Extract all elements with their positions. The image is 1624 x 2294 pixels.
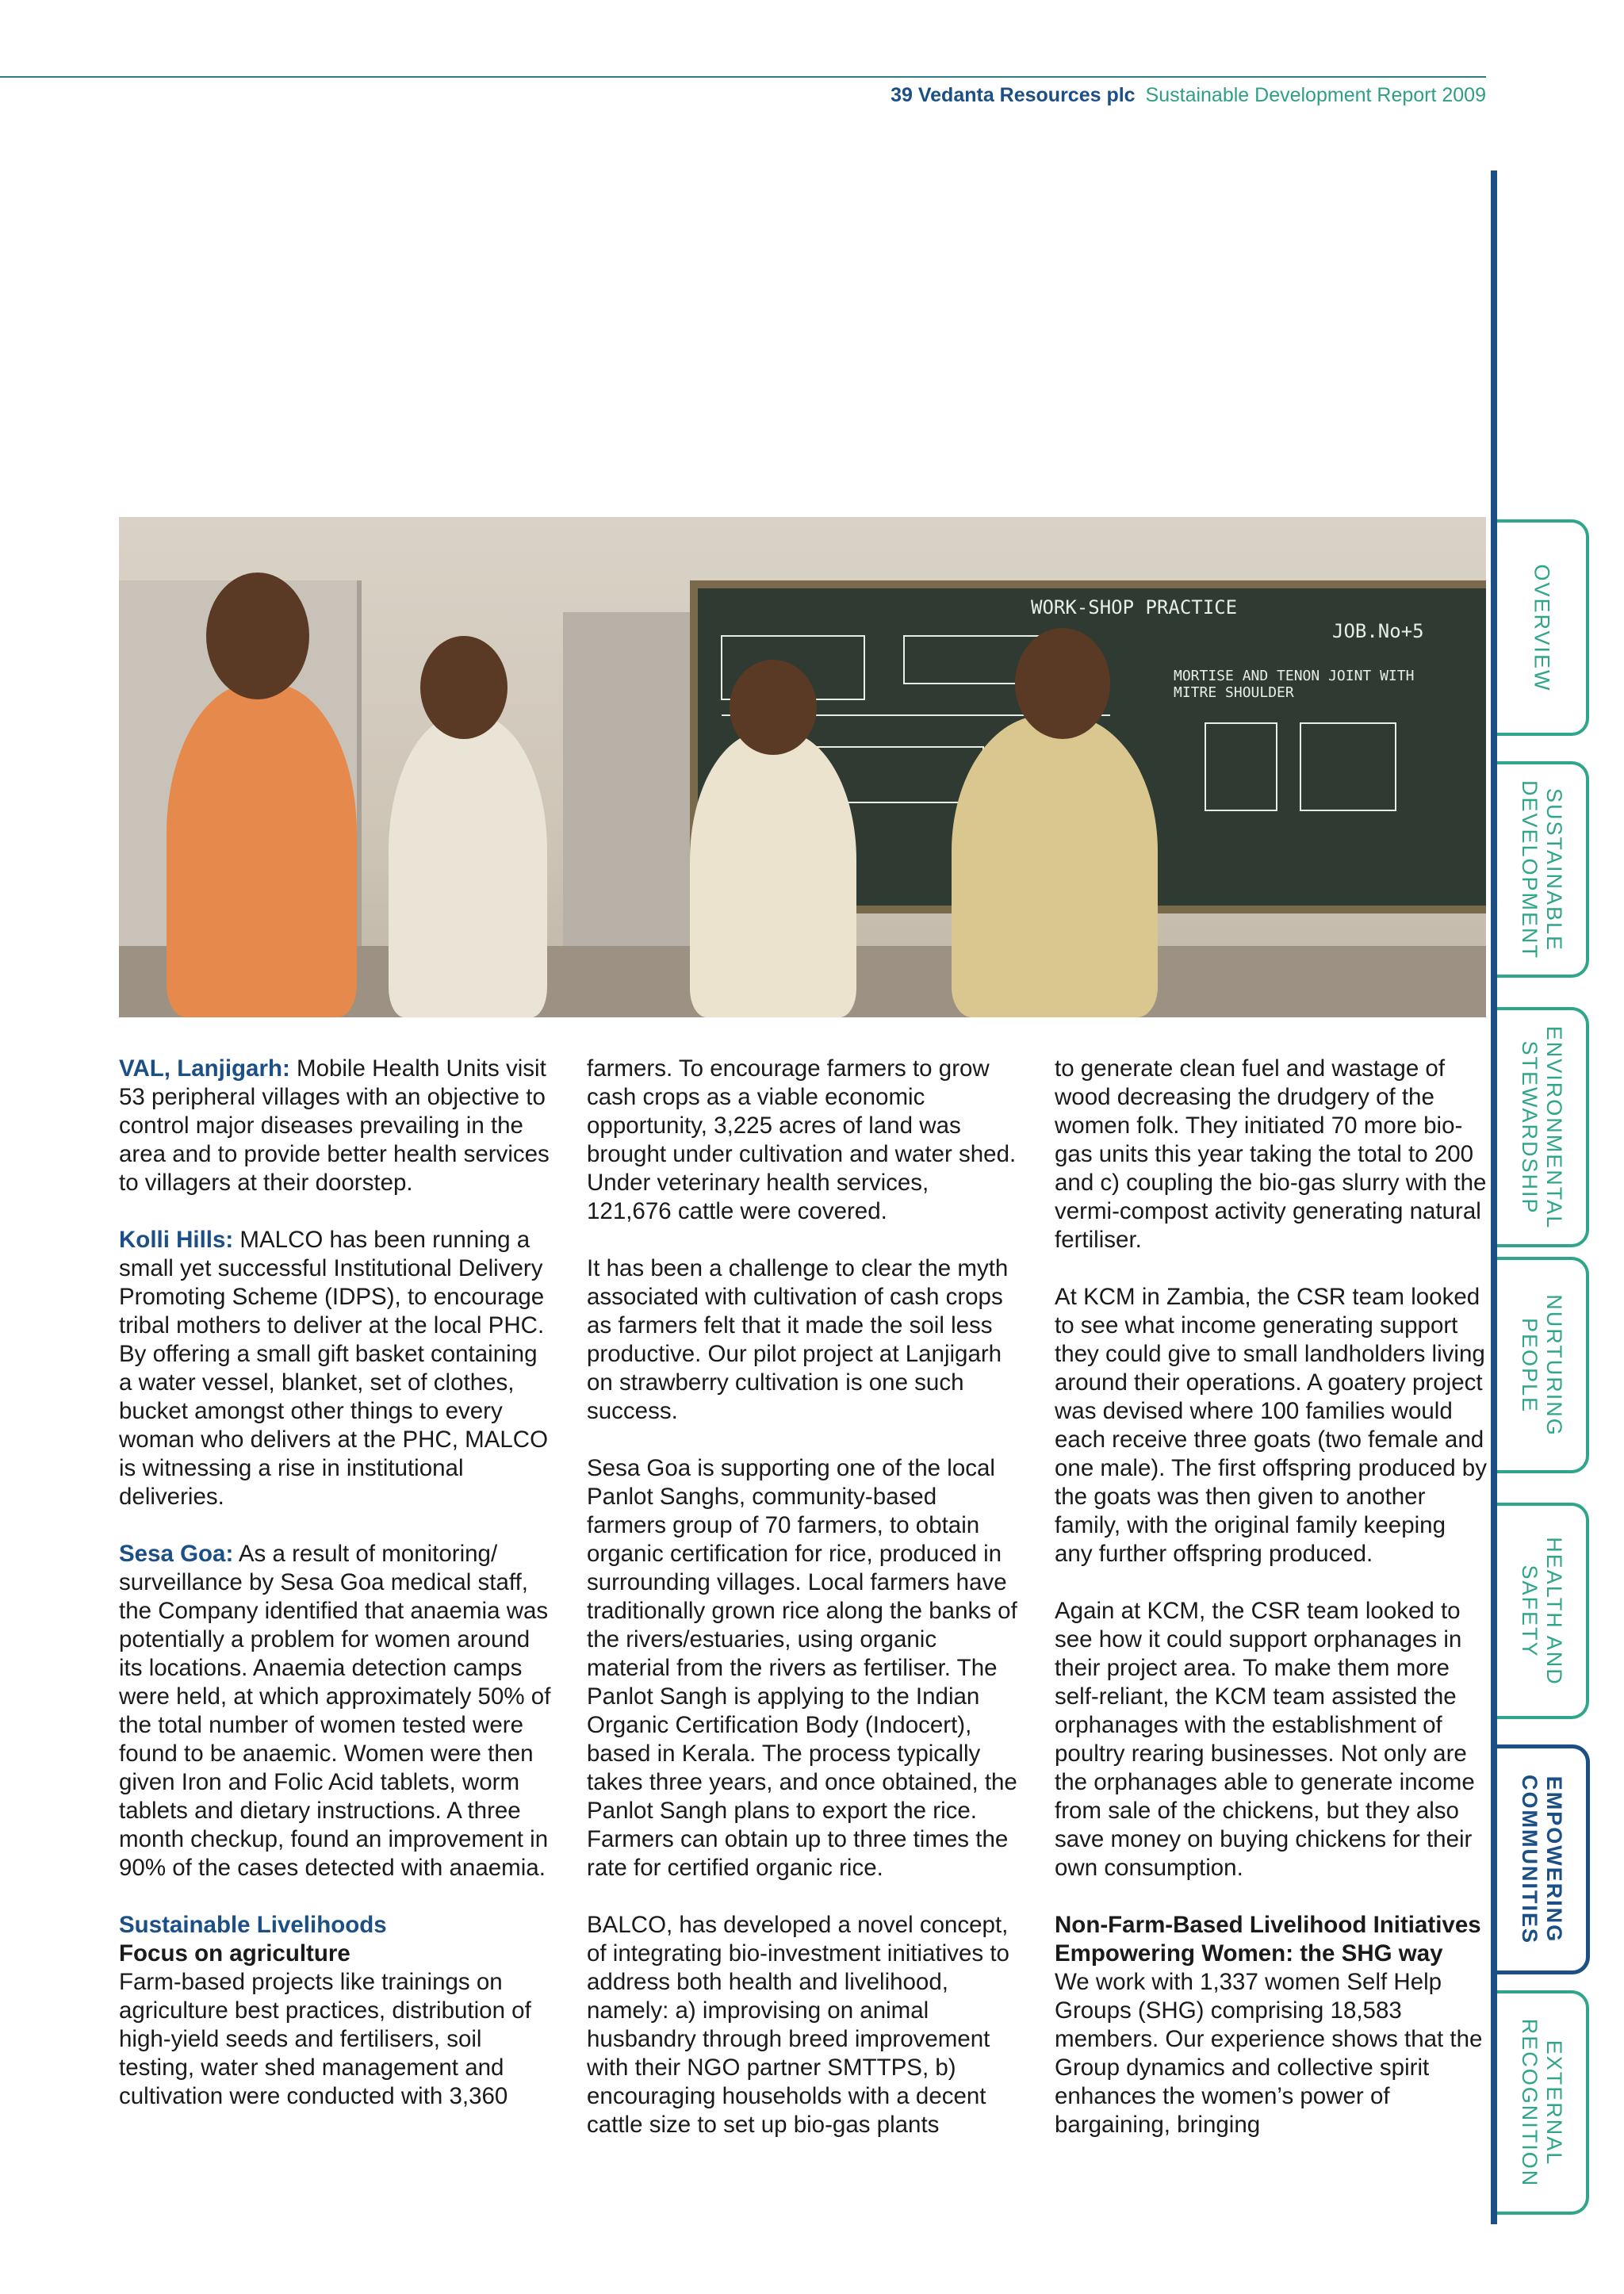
tab-health-and-safety[interactable]: [1497, 1503, 1589, 1719]
workshop-photo: [119, 517, 1486, 1017]
paragraph-lead: Kolli Hills:: [119, 1227, 234, 1253]
tab-overview[interactable]: [1497, 519, 1589, 736]
section-heading: Sustainable Livelihoods: [119, 1912, 387, 1938]
paragraph-text: We work with 1,337 women Self Help Groups (SHG) comprising 18,583 members. Our experience shows that the Group dynamics and collective spirit enhances the women’s power of bargaining, bringing: [1055, 1969, 1483, 2138]
paragraph-lead: VAL, Lanjigarh:: [119, 1055, 290, 1082]
paragraph: [119, 1911, 551, 2111]
tab-label: SUSTAINABLE DEVELOPMENT: [1518, 779, 1566, 959]
text-column-2: [587, 1055, 1019, 2168]
tab-label: EXTERNAL RECOGNITION: [1518, 2018, 1566, 2187]
person-striped-shirt: [952, 715, 1158, 1017]
person-white-shirt: [389, 715, 547, 1017]
tab-external-recognition[interactable]: [1497, 1990, 1589, 2215]
tab-label: OVERVIEW: [1530, 563, 1554, 692]
subsection-heading: Non-Farm-Based Livelihood Initiatives: [1055, 1912, 1481, 1938]
tab-nurturing-people[interactable]: [1497, 1257, 1589, 1473]
text-column-3: [1055, 1055, 1487, 2168]
paragraph: [119, 1226, 551, 1511]
paragraph: It has been a challenge to clear the myth associated with cultivation of cash crops as farmers felt that it made the soil less productive. Our pilot project at Lanjigarh on strawberry cultivation is one such success.: [587, 1255, 1009, 1424]
tab-label: EMPOWERING COMMUNITIES: [1518, 1775, 1566, 1944]
person-head: [730, 660, 817, 755]
board-joint: MORTISE AND TENON JOINT WITH MITRE SHOULDER: [1174, 668, 1415, 701]
person-head: [420, 636, 508, 739]
report-title: Sustainable Development Report 2009: [1145, 84, 1486, 106]
company-name: Vedanta Resources plc: [917, 84, 1136, 106]
paragraph-text: As a result of monitoring/ surveillance by Sesa Goa medical staff, the Company identified that anaemia was potentially a problem for women around its locations. Anaemia detection camps were held, at which approximately 50% of the total number of women tested were found to be anaemic. Women were then given Iron and Folic Acid tablets, worm tablets and dietary instructions. A three month checkup, found an improvement in 90% of the cases detected with anaemia.: [119, 1541, 551, 1881]
paragraph: farmers. To encourage farmers to grow cash crops as a viable economic opportunity, 3,225 acres of land was brought under cultivation and water shed. Under veterinary health services, 121,676 cattle were covered.: [587, 1055, 1017, 1224]
page-number: 39: [891, 84, 913, 106]
tab-label: HEALTH AND SAFETY: [1518, 1536, 1566, 1686]
tab-environmental-stewardship[interactable]: [1497, 1007, 1589, 1247]
paragraph: BALCO, has developed a novel concept, of integrating bio-investment initiatives to address both health and livelihood, namely: a) improvising on animal husbandry through breed improvement with their NGO partner SMTTPS, b) encouraging households with a decent cattle size to set up bio-gas plants: [587, 1912, 1009, 2138]
paragraph-text: Mobile Health Units visit 53 peripheral villages with an objective to control major diseases prevailing in the area and to provide better health services to villagers at their doorstep.: [119, 1055, 550, 1196]
running-header: [891, 84, 1486, 107]
paragraph: [119, 1055, 551, 1197]
paragraph: to generate clean fuel and wastage of wood decreasing the drudgery of the women folk. They initiated 70 more bio-gas units this year taking the total to 200 and c) coupling the bio-gas slurry with the vermi-compost activity generating natural fertiliser.: [1055, 1055, 1487, 1253]
paragraph-text: Farm-based projects like trainings on agriculture best practices, distribution of high-yield seeds and fertilisers, soil testing, water shed management and cultivation were conducted with 3,360: [119, 1969, 531, 2109]
paragraph: Sesa Goa is supporting one of the local Panlot Sanghs, community-based farmers group of 70 farmers, to obtain organic certification for rice, produced in surrounding villages. Local farmers have traditionally grown rice along the banks of the rivers/estuaries, using organic material from the rivers as fertiliser. The Panlot Sangh is applying to the Indian Organic Certification Body (Indocert), based in Kerala. The process typically takes three years, and once obtained, the Panlot Sangh plans to export the rice. Farmers can obtain up to three times the rate for certified organic rice.: [587, 1455, 1017, 1881]
subsection-subheading: Empowering Women: the SHG way: [1055, 1940, 1443, 1967]
board-job: JOB.No+5: [1332, 620, 1424, 642]
tab-label: ENVIRONMENTAL STEWARDSHIP: [1518, 1025, 1566, 1229]
text-column-1: [119, 1055, 551, 2139]
board-heading: WORK-SHOP PRACTICE: [1031, 596, 1238, 618]
person-orange-shirt: [167, 684, 357, 1017]
section-rail: [1491, 170, 1497, 2224]
paragraph: [119, 1540, 551, 1882]
paragraph-lead: Sesa Goa:: [119, 1541, 234, 1567]
tab-empowering-communities[interactable]: [1497, 1744, 1590, 1974]
person-head: [206, 573, 309, 699]
person-head: [1015, 628, 1110, 739]
tab-sustainable-development[interactable]: [1497, 761, 1589, 978]
paragraph: At KCM in Zambia, the CSR team looked to see what income generating support they could give to small landholders living around their operations. A goatery project was devised where 100 families would each receive three goats (two female and one male). The first offspring produced by the goats was then given to another family, with the original family keeping any further offspring produced.: [1055, 1284, 1487, 1567]
header-rule: [0, 76, 1486, 78]
sub-heading: Focus on agriculture: [119, 1940, 350, 1967]
person-checked-shirt: [690, 731, 856, 1017]
paragraph: Again at KCM, the CSR team looked to see how it could support orphanages in their project area. To make them more self-reliant, the KCM team assisted the orphanages with the establishment of poultry rearing businesses. Not only are the orphanages able to generate income from sale of the chickens, but they also save money on buying chickens for their own consumption.: [1055, 1598, 1475, 1881]
paragraph-text: MALCO has been running a small yet successful Institutional Delivery Promoting Scheme (IDPS), to encourage tribal mothers to deliver at the local PHC. By offering a small gift basket containing a water vessel, blanket, set of clothes, bucket amongst other things to every woman who delivers at the PHC, MALCO is witnessing a rise in institutional deliveries.: [119, 1227, 549, 1510]
tab-label: NURTURING PEOPLE: [1518, 1293, 1566, 1437]
paragraph: [1055, 1911, 1487, 2139]
